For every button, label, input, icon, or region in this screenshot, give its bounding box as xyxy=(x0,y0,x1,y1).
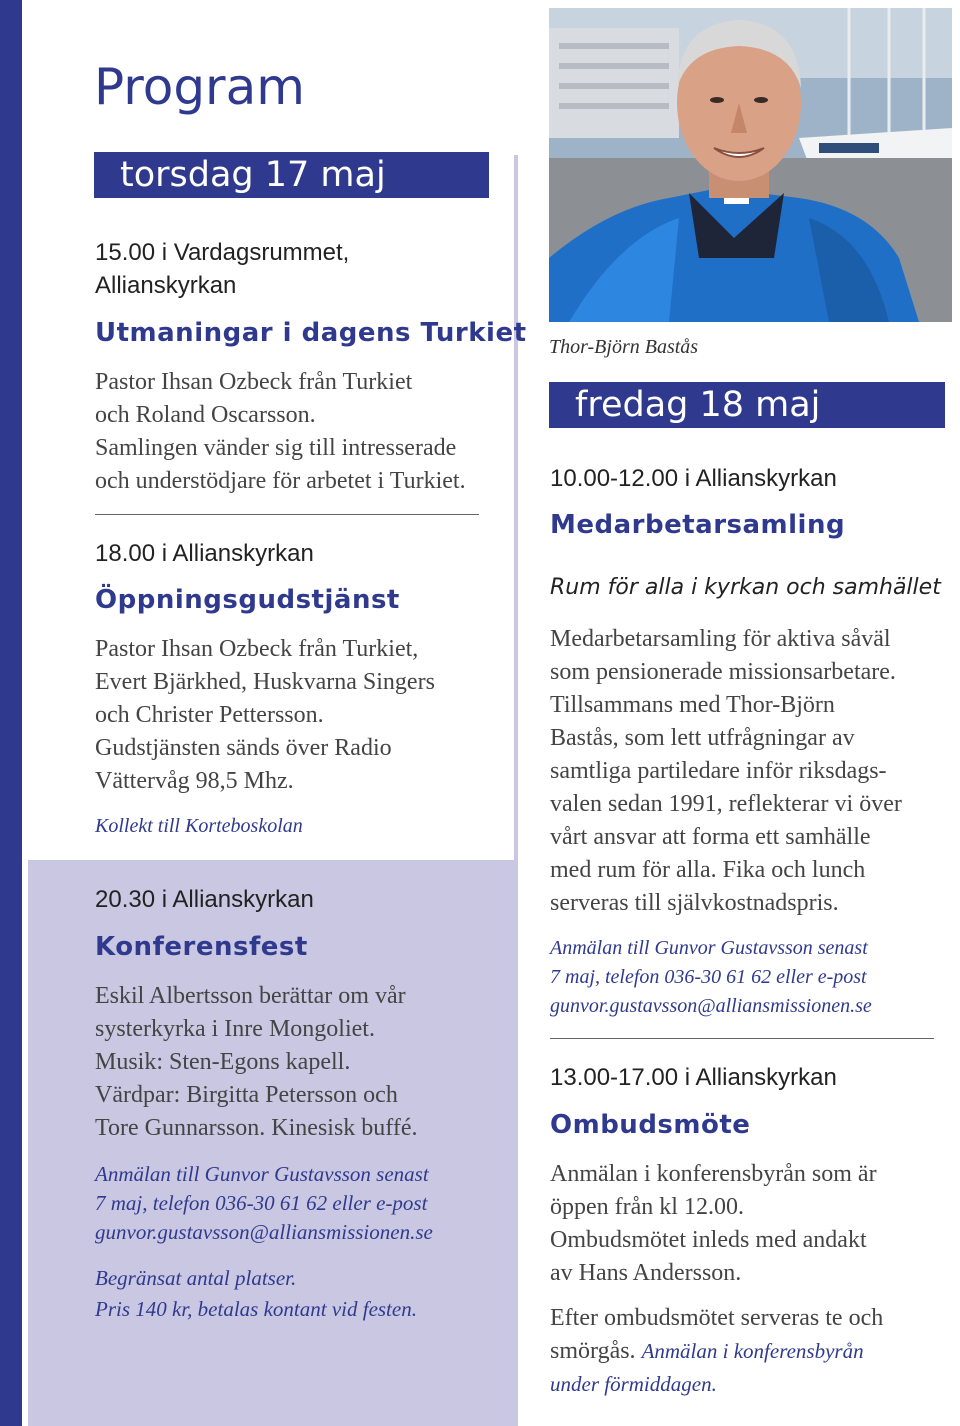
event-title: Utmaningar i dagens Turkiet xyxy=(95,318,527,348)
day-header-friday xyxy=(549,382,945,428)
event-title: Ombudsmöte xyxy=(550,1110,751,1140)
event-description: Anmälan i konferensbyrån som är öppen från kl 12.00. Ombudsmötet inleds med andakt av Hans Andersson. xyxy=(550,1161,877,1286)
portrait-photo xyxy=(549,8,952,322)
event-title: Medarbetarsamling xyxy=(550,510,846,540)
event-time: 15.00 i Vardagsrummet, Allianskyrkan xyxy=(95,239,350,299)
event-description: Eskil Albertsson berättar om vår systerkyrka i Inre Mongoliet. Musik: Sten-Egons kapell. Värdpar: Birgitta Petersson och Tore Gunnarsson. Kinesisk buffé. xyxy=(95,983,418,1141)
portrait-illustration xyxy=(549,8,952,322)
day-header-thursday xyxy=(94,152,489,198)
left-accent-bar xyxy=(0,0,22,1426)
event-title: Öppningsgudstjänst xyxy=(95,585,400,615)
event-description: Pastor Ihsan Ozbeck från Turkiet, Evert Bjärkhed, Huskvarna Singers och Christer Pettersson. Gudstjänsten sänds över Radio Vättervåg 98,5 Mhz. xyxy=(95,636,435,794)
divider xyxy=(95,514,479,515)
event-time: 18.00 i Allianskyrkan xyxy=(95,540,314,567)
event-time: 13.00-17.00 i Allianskyrkan xyxy=(550,1064,837,1091)
page-title: Program xyxy=(94,58,305,116)
event-title: Konferensfest xyxy=(95,932,308,962)
event-time: 20.30 i Allianskyrkan xyxy=(95,886,314,913)
event-after-info: Efter ombudsmötet serveras te och smörgås. Anmälan i konferensbyrån under förmiddagen. xyxy=(550,1305,884,1396)
event-note: Kollekt till Korteboskolan xyxy=(95,815,303,837)
signup-info: Anmälan till Gunvor Gustavsson senast 7 maj, telefon 036-30 61 62 eller e-post gunvor.gustavsson@alliansmissionen.se xyxy=(550,937,872,1017)
day-label: torsdag 17 maj xyxy=(120,155,386,195)
extra-info: Begränsat antal platser. Pris 140 kr, betalas kontant vid festen. xyxy=(95,1266,417,1321)
event-subtitle: Rum för alla i kyrkan och samhället xyxy=(550,575,941,600)
event-time: 10.00-12.00 i Allianskyrkan xyxy=(550,465,837,492)
divider xyxy=(550,1038,934,1039)
photo-caption: Thor-Björn Bastås xyxy=(549,336,699,358)
event-description: Medarbetarsamling för aktiva såväl som pensionerade missionsarbetare. Tillsammans med Thor-Björn Bastås, som lett utfrågningar av samtliga partiledare inför riksdags- valen sedan 1991, reflekterar vi över vårt ansvar att forma ett samhälle med rum för alla. Fika och lunch serveras till självkostnadspris. xyxy=(550,626,902,916)
event-description: Pastor Ihsan Ozbeck från Turkiet och Roland Oscarsson. Samlingen vänder sig till intresserade och understödjare för arbetet i Turkiet. xyxy=(95,369,466,494)
signup-info: Anmälan till Gunvor Gustavsson senast 7 maj, telefon 036-30 61 62 eller e-post gunvor.gustavsson@alliansmissionen.se xyxy=(95,1162,433,1244)
day-label: fredag 18 maj xyxy=(575,385,821,425)
